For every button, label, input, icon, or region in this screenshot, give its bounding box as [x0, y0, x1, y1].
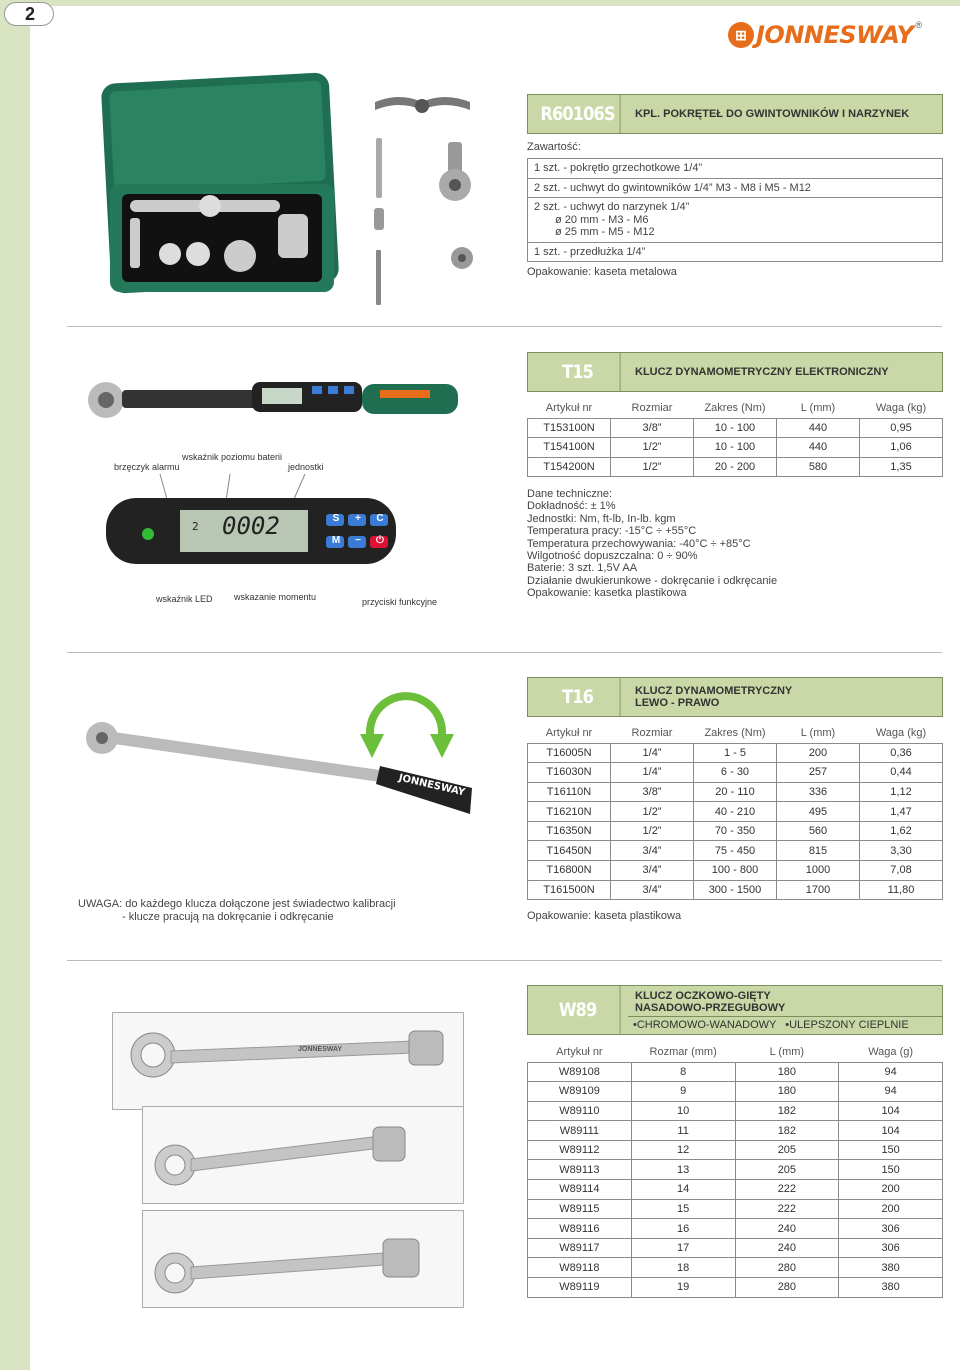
note-line: - klucze pracują na dokręcanie i odkręcanie [122, 911, 334, 923]
table-cell: 306 [839, 1238, 943, 1258]
table-cell: 10 - 100 [694, 418, 777, 438]
table-cell: 15 [631, 1199, 735, 1219]
table-row [528, 841, 943, 861]
plus-key-icon: + [355, 513, 361, 524]
table-cell: 280 [735, 1278, 839, 1298]
table-cell: 3/4” [611, 880, 694, 900]
t16-header [527, 677, 943, 717]
table-cell: 3/8” [611, 782, 694, 802]
table-row [528, 1238, 943, 1258]
column-header: Rozmiar [631, 727, 673, 740]
table-cell: 222 [735, 1199, 839, 1219]
table-cell: 10 - 100 [694, 438, 777, 458]
table-cell: 336 [777, 782, 860, 802]
column-header: Artykuł nr [545, 402, 593, 415]
metal-case-photo [100, 72, 342, 294]
table-cell: 11 [631, 1121, 735, 1141]
column-header: Rozmar (mm) [649, 1046, 717, 1059]
table-header-row [528, 1043, 943, 1062]
w89-features [628, 1016, 942, 1034]
wrench-photo-frame [142, 1106, 464, 1204]
w89-title-line2: NASADOWO-PRZEGUBOWY [635, 1002, 786, 1014]
table-cell: 200 [839, 1199, 943, 1219]
table-cell: 70 - 350 [694, 821, 777, 841]
power-key-icon: ⏻ [376, 535, 384, 546]
r60106s-header [527, 94, 943, 134]
table-cell: 14 [631, 1180, 735, 1200]
table-cell: 3/4” [611, 841, 694, 861]
click-wrench-photo [80, 718, 480, 818]
column-header: Zakres (Nm) [704, 727, 766, 740]
list-item: ø 25 mm - M5 - M12 [555, 226, 655, 238]
table-cell: 1/2” [611, 802, 694, 822]
table-cell: 1,35 [860, 457, 943, 477]
column-header: Artykuł nr [545, 727, 593, 740]
t15-title: KLUCZ DYNAMOMETRYCZNY ELEKTRONICZNY [635, 366, 889, 378]
table-cell: W89111 [528, 1121, 632, 1141]
table-row [528, 418, 943, 438]
table-row [528, 861, 943, 881]
table-cell: 200 [777, 743, 860, 763]
battery-label: wskaźnik poziomu baterii [182, 452, 283, 462]
table-cell: 6 - 30 [694, 763, 777, 783]
t15-table [527, 399, 943, 477]
table-row [528, 1062, 943, 1082]
t16-code: T16 [536, 678, 621, 716]
table-cell: 440 [777, 438, 860, 458]
table-cell: 8 [631, 1062, 735, 1082]
t16-packaging: Opakowanie: kaseta plastikowa [527, 910, 682, 922]
section-divider [67, 652, 942, 653]
table-cell: 3/4” [611, 861, 694, 881]
table-header-row [528, 399, 943, 418]
column-header: Zakres (Nm) [704, 402, 766, 415]
r60106s-contents-list [527, 158, 943, 262]
column-header: Artykuł nr [556, 1046, 603, 1059]
table-cell: T16210N [528, 802, 611, 822]
table-row [528, 821, 943, 841]
table-cell: 100 - 800 [694, 861, 777, 881]
logo-emblem-icon: ⊞ [728, 22, 754, 48]
table-cell: 40 - 210 [694, 802, 777, 822]
table-cell: 104 [839, 1101, 943, 1121]
brand-logo [728, 20, 922, 50]
table-cell: 560 [777, 821, 860, 841]
table-cell: 11,80 [860, 880, 943, 900]
wrench-photo-frame [112, 1012, 464, 1110]
spec-line: Dane techniczne: [527, 488, 612, 500]
table-cell: 9 [631, 1082, 735, 1102]
table-cell: 240 [735, 1238, 839, 1258]
display-readout: 0002 [222, 512, 280, 540]
spec-line: Wilgotność dopuszczalna: 0 ÷ 90% [527, 550, 698, 563]
table-cell: 280 [735, 1258, 839, 1278]
table-header-row [528, 724, 943, 743]
table-cell: 3,30 [860, 841, 943, 861]
table-cell: W89113 [528, 1160, 632, 1180]
column-header: Waga (kg) [875, 402, 927, 415]
table-cell: 1,06 [860, 438, 943, 458]
table-cell: 18 [631, 1258, 735, 1278]
page-number: 2 [4, 2, 54, 26]
column-header: L (mm) [800, 727, 836, 740]
table-row [528, 1199, 943, 1219]
table-cell: 495 [777, 802, 860, 822]
moment-label: wskazanie momentu [234, 592, 317, 602]
spec-line: Działanie dwukierunkowe - dokręcanie i odkręcanie [527, 574, 778, 587]
table-cell: 1/4” [611, 743, 694, 763]
m-key-icon: M [331, 535, 341, 546]
r60106s-contents-label: Zawartość: [527, 141, 581, 153]
table-cell: W89109 [528, 1082, 632, 1102]
s-key-icon: S [332, 513, 340, 524]
table-cell: 182 [735, 1121, 839, 1141]
electronic-wrench-photo [82, 372, 476, 420]
table-cell: T153100N [528, 418, 611, 438]
w89-table [527, 1043, 943, 1298]
table-cell: 440 [777, 418, 860, 438]
table-cell: T154200N [528, 457, 611, 477]
tools-photo [360, 80, 490, 310]
table-row [528, 763, 943, 783]
w89-title-block [628, 986, 942, 1034]
table-row [528, 1219, 943, 1239]
table-row [528, 1082, 943, 1102]
table-cell: 0,36 [860, 743, 943, 763]
table-cell: T16800N [528, 861, 611, 881]
table-cell: 20 - 200 [694, 457, 777, 477]
table-cell: W89110 [528, 1101, 632, 1121]
wrench-photo-frame [142, 1210, 464, 1308]
table-cell: T161500N [528, 880, 611, 900]
table-row [528, 880, 943, 900]
column-header: Rozmiar [631, 402, 673, 415]
table-row [528, 1160, 943, 1180]
offset-wrench-photo [113, 1013, 463, 1109]
table-cell: 380 [839, 1258, 943, 1278]
w89-feature: •CHROMOWO-WANADOWY [633, 1019, 777, 1031]
table-row [528, 457, 943, 477]
section-divider [67, 326, 942, 327]
w89-feature: •ULEPSZONY CIEPLNIE [785, 1019, 909, 1031]
handle-brand-text: JONNESWAY [397, 772, 466, 799]
table-cell: 1/2” [611, 821, 694, 841]
t15-header [527, 352, 943, 392]
r60106s-packaging: Opakowanie: kaseta metalowa [527, 266, 677, 278]
table-cell: 580 [777, 457, 860, 477]
list-item-group [528, 198, 942, 243]
table-row [528, 1101, 943, 1121]
table-cell: 150 [839, 1140, 943, 1160]
table-cell: W89117 [528, 1238, 632, 1258]
table-cell: 10 [631, 1101, 735, 1121]
table-cell: W89119 [528, 1278, 632, 1298]
wrench-engraving: JONNESWAY [298, 1046, 343, 1053]
table-cell: 13 [631, 1160, 735, 1180]
table-cell: 1,62 [860, 821, 943, 841]
top-margin-stripe [30, 0, 960, 6]
column-header: Waga (g) [868, 1046, 914, 1059]
table-cell: 7,08 [860, 861, 943, 881]
table-cell: 300 - 1500 [694, 880, 777, 900]
table-cell: 1,47 [860, 802, 943, 822]
table-cell: T154100N [528, 438, 611, 458]
t16-title [628, 678, 942, 716]
table-cell: 182 [735, 1101, 839, 1121]
left-margin-stripe [0, 0, 30, 1370]
registered-mark: ® [915, 20, 923, 30]
t15-specs [527, 488, 777, 600]
w89-title-line1: KLUCZ OCZKOWO-GIĘTY [635, 990, 771, 1002]
table-row [528, 1180, 943, 1200]
table-cell: 1 - 5 [694, 743, 777, 763]
table-cell: 1700 [777, 880, 860, 900]
table-cell: T16350N [528, 821, 611, 841]
brand-name: JONNESWAY [756, 21, 914, 49]
table-row [528, 1121, 943, 1141]
table-cell: W89116 [528, 1219, 632, 1239]
table-row [528, 782, 943, 802]
column-header: L (mm) [769, 1046, 805, 1059]
spec-line: Opakowanie: kasetka plastikowa [527, 587, 687, 600]
table-cell: 240 [735, 1219, 839, 1239]
table-cell: 205 [735, 1160, 839, 1180]
w89-title [628, 986, 942, 1016]
table-cell: 3/8” [611, 418, 694, 438]
table-cell: 380 [839, 1278, 943, 1298]
display-small-digit: 2 [192, 520, 199, 533]
table-cell: 1/4” [611, 763, 694, 783]
table-cell: 257 [777, 763, 860, 783]
r60106s-title: KPL. POKRĘTEŁ DO GWINTOWNIKÓW I NARZYNEK [635, 108, 910, 120]
table-cell: 222 [735, 1180, 839, 1200]
table-cell: W89115 [528, 1199, 632, 1219]
w89-code: W89 [536, 986, 621, 1034]
units-label: jednostki [288, 462, 324, 472]
buttons-label: przyciski funkcyjne [362, 597, 438, 607]
spec-line: Temperatura pracy: -15°C ÷ +55°C [527, 525, 697, 538]
table-cell: 20 - 110 [694, 782, 777, 802]
spec-line: Jednostki: Nm, ft-lb, In-lb. kgm [527, 512, 676, 525]
list-item: 2 szt. - uchwyt do narzynek 1/4” [534, 201, 690, 213]
section-divider [67, 960, 942, 961]
table-cell: 150 [839, 1160, 943, 1180]
t16-table [527, 724, 943, 900]
table-cell: 12 [631, 1140, 735, 1160]
led-label: wskaźnik LED [156, 594, 213, 604]
table-cell: 75 - 450 [694, 841, 777, 861]
list-item: 2 szt. - uchwyt do gwintowników 1/4” M3 - M8 i M5 - M12 [528, 179, 942, 199]
spec-line: Temperatura przechowywania: -40°C ÷ +85°C [527, 537, 751, 550]
table-cell: 815 [777, 841, 860, 861]
table-row [528, 802, 943, 822]
table-cell: 180 [735, 1082, 839, 1102]
table-cell: 0,44 [860, 763, 943, 783]
table-cell: 1000 [777, 861, 860, 881]
table-cell: W89108 [528, 1062, 632, 1082]
table-cell: 1/2” [611, 457, 694, 477]
table-cell: W89112 [528, 1140, 632, 1160]
table-cell: 104 [839, 1121, 943, 1141]
offset-wrench-photo [143, 1107, 463, 1203]
table-cell: 205 [735, 1140, 839, 1160]
table-cell: T16005N [528, 743, 611, 763]
r60106s-code: R60106S [536, 95, 621, 133]
table-row [528, 1278, 943, 1298]
table-row [528, 1258, 943, 1278]
table-cell: 94 [839, 1082, 943, 1102]
table-cell: 180 [735, 1062, 839, 1082]
c-key-icon: C [376, 513, 384, 524]
spec-line: Baterie: 3 szt. 1,5V AA [527, 562, 638, 575]
table-row [528, 743, 943, 763]
table-cell: 16 [631, 1219, 735, 1239]
table-cell: T16450N [528, 841, 611, 861]
note-line: UWAGA: do każdego klucza dołączone jest świadectwo kalibracji [78, 898, 396, 910]
t16-note [78, 898, 396, 924]
table-cell: 17 [631, 1238, 735, 1258]
table-cell: W89114 [528, 1180, 632, 1200]
t15-code: T15 [536, 353, 621, 391]
table-cell: 94 [839, 1062, 943, 1082]
offset-wrench-photo [143, 1211, 463, 1307]
table-row [528, 1140, 943, 1160]
column-header: L (mm) [800, 402, 836, 415]
table-row [528, 438, 943, 458]
spec-line: Dokładność: ± 1% [527, 500, 616, 513]
table-cell: T16110N [528, 782, 611, 802]
list-item: 1 szt. - przedłużka 1/4” [534, 245, 646, 258]
table-cell: 200 [839, 1180, 943, 1200]
table-cell: 0,95 [860, 418, 943, 438]
list-item: ø 20 mm - M3 - M6 [555, 213, 649, 226]
t16-title-line2: LEWO - PRAWO [635, 697, 720, 709]
table-cell: W89118 [528, 1258, 632, 1278]
column-header: Waga (kg) [875, 727, 927, 740]
table-cell: 306 [839, 1219, 943, 1239]
w89-header [527, 985, 943, 1035]
minus-key-icon: − [355, 535, 361, 546]
table-cell: T16030N [528, 763, 611, 783]
t16-title-line1: KLUCZ DYNAMOMETRYCZNY [635, 685, 793, 697]
table-cell: 19 [631, 1278, 735, 1298]
list-item: 1 szt. - pokrętło grzechotkowe 1/4” [528, 159, 942, 179]
alarm-label: brzęczyk alarmu [114, 462, 180, 472]
table-cell: 1/2” [611, 438, 694, 458]
table-cell: 1,12 [860, 782, 943, 802]
